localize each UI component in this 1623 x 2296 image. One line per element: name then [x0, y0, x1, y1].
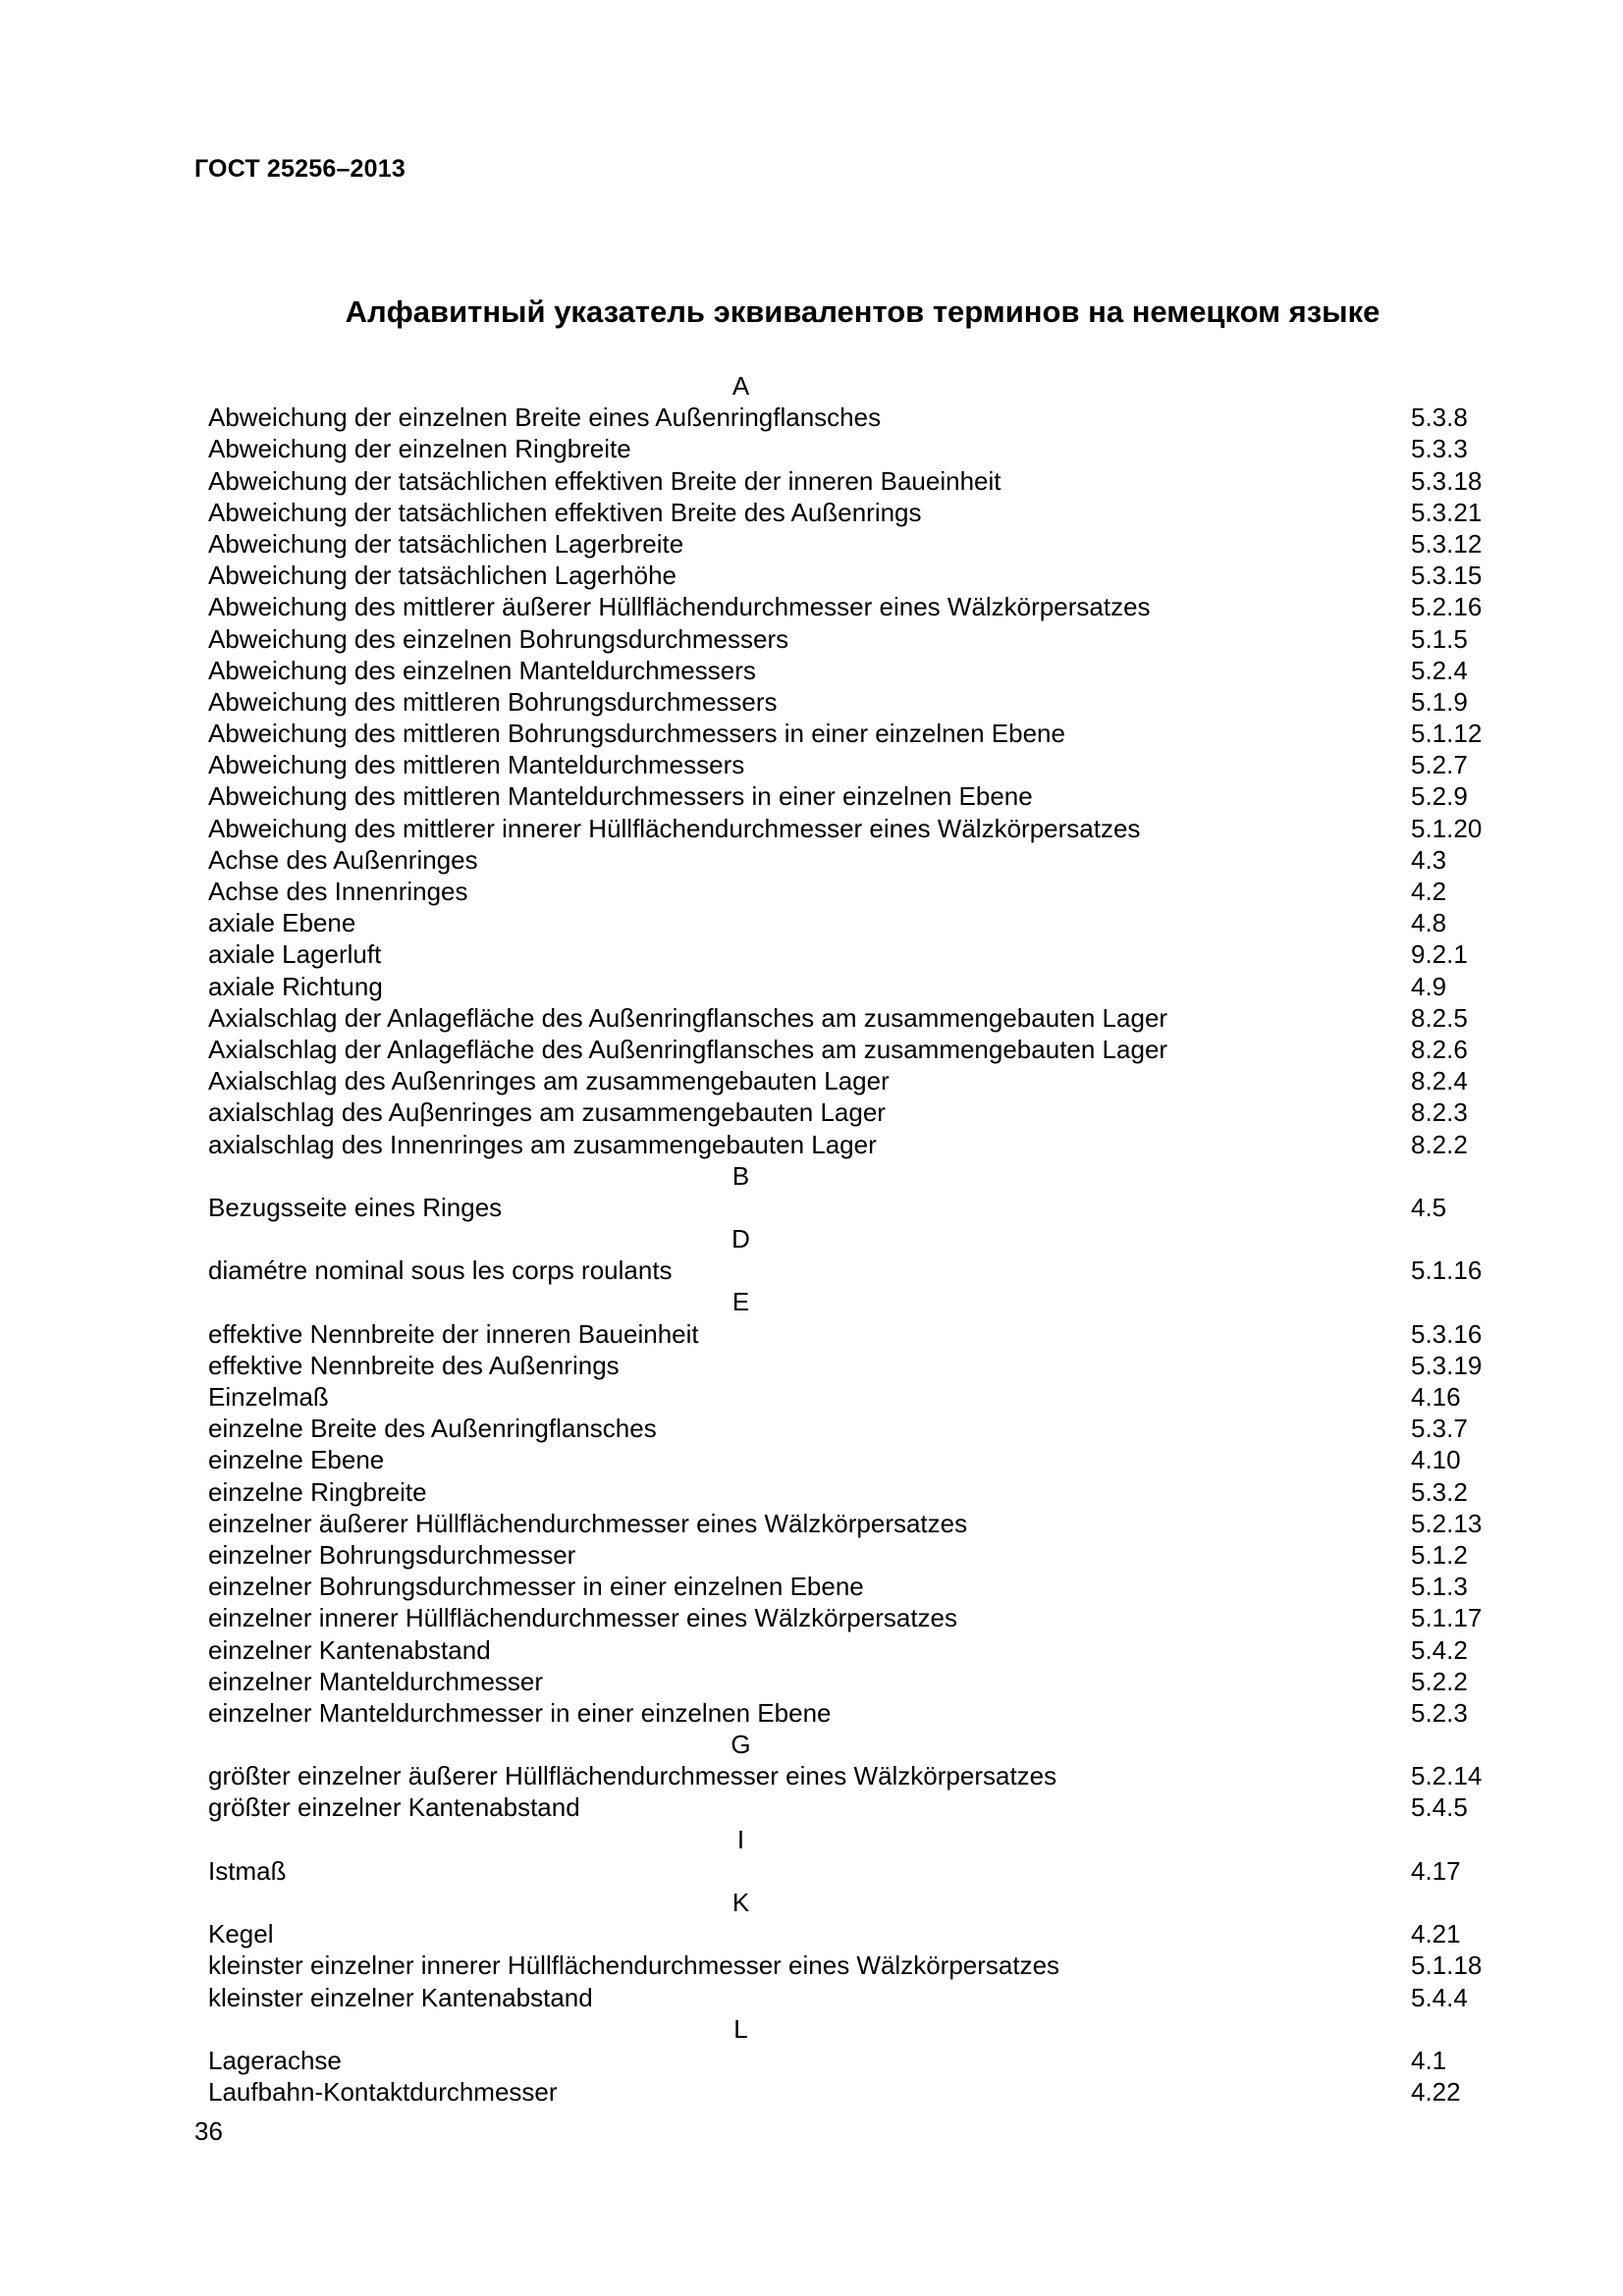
- entry-reference: 5.2.9: [1411, 781, 1468, 812]
- index-entry: [208, 1129, 1504, 1160]
- entry-reference: 4.8: [1411, 908, 1447, 938]
- index-entry: [208, 497, 1504, 528]
- index-entry: [208, 813, 1504, 844]
- index-entry: [208, 2076, 1504, 2108]
- index-entry: [208, 560, 1504, 591]
- entry-term: größter einzelner Kantenabstand: [208, 1792, 580, 1823]
- entry-reference: 5.1.18: [1411, 1950, 1483, 1981]
- index-entry: [208, 749, 1504, 780]
- entry-reference: 5.3.19: [1411, 1350, 1483, 1380]
- index-entry: [208, 1002, 1504, 1034]
- entry-term: Kegel: [208, 1919, 274, 1949]
- entry-term: kleinster einzelner Kantenabstand: [208, 1982, 593, 2012]
- entry-reference: 5.3.15: [1411, 561, 1483, 591]
- entry-term: Abweichung des mittlerer innerer Hüllflächendurchmesser eines Wälzkörpersatzes: [208, 813, 1141, 843]
- index-entry: [208, 591, 1504, 622]
- entry-reference: 5.1.12: [1411, 719, 1483, 749]
- index-entry: [208, 1476, 1504, 1508]
- entry-term: diamétre nominal sous les corps roulants: [208, 1255, 673, 1286]
- entry-reference: 4.21: [1411, 1919, 1461, 1949]
- entry-term: axiale Lagerluft: [208, 939, 382, 970]
- index-entry: [208, 1855, 1504, 1887]
- entry-term: Abweichung des einzelnen Manteldurchmessers: [208, 655, 756, 685]
- entry-term: Abweichung der einzelnen Breite eines Außenringflansches: [208, 402, 882, 433]
- entry-reference: 8.2.4: [1411, 1066, 1468, 1096]
- page-number: 36: [194, 2116, 223, 2146]
- index-entry: [208, 1381, 1504, 1413]
- entry-reference: 4.5: [1411, 1192, 1447, 1222]
- entry-term: Axialschlag der Anlagefläche des Außenringflansches am zusammengebauten Lager: [208, 1034, 1168, 1064]
- section-letter: D: [731, 1224, 750, 1255]
- index-entry: [208, 1413, 1504, 1444]
- index-entry: [208, 1697, 1504, 1729]
- index-entry: [208, 623, 1504, 655]
- entry-reference: 4.10: [1411, 1445, 1461, 1475]
- entry-term: Axialschlag des Außenringes am zusammengebauten Lager: [208, 1066, 890, 1096]
- entry-reference: 8.2.3: [1411, 1097, 1468, 1128]
- entry-term: Einzelmaß: [208, 1382, 329, 1412]
- index-entry: [208, 433, 1504, 464]
- entry-term: Abweichung der tatsächlichen Lagerbreite: [208, 528, 684, 559]
- entry-reference: 5.3.8: [1411, 402, 1468, 433]
- entry-reference: 5.3.21: [1411, 497, 1483, 527]
- entry-reference: 8.2.6: [1411, 1034, 1468, 1064]
- index-entry: [208, 1666, 1504, 1697]
- entry-term: Abweichung des mittleren Bohrungsdurchmessers: [208, 686, 778, 717]
- entry-reference: 4.17: [1411, 1855, 1461, 1886]
- entry-reference: 5.2.3: [1411, 1697, 1468, 1728]
- entry-reference: 5.3.18: [1411, 465, 1483, 496]
- entry-term: Abweichung der tatsächlichen effektiven Breite der inneren Baueinheit: [208, 465, 1001, 496]
- index-entry: [208, 1350, 1504, 1381]
- index-entry: [208, 1065, 1504, 1096]
- entry-reference: 5.3.3: [1411, 434, 1468, 464]
- entry-term: einzelner innerer Hüllflächendurchmesser eines Wälzkörpersatzes: [208, 1603, 958, 1633]
- entry-term: Istmaß: [208, 1855, 287, 1886]
- index-entry: [208, 1508, 1504, 1539]
- entry-term: einzelner Manteldurchmesser in einer einzelnen Ebene: [208, 1697, 832, 1728]
- entry-reference: 5.1.17: [1411, 1603, 1483, 1633]
- index-entry: [208, 1949, 1504, 1981]
- index-entry: [208, 1982, 1504, 2013]
- entry-term: effektive Nennbreite der inneren Baueinheit: [208, 1318, 699, 1349]
- entry-reference: 5.3.2: [1411, 1476, 1468, 1507]
- entry-reference: 5.3.12: [1411, 528, 1483, 559]
- entry-term: einzelner Kantenabstand: [208, 1634, 491, 1665]
- index-entry: [208, 1192, 1504, 1223]
- index-entry: [208, 938, 1504, 970]
- entry-term: axialschlag des Auβenringes am zusammengebauten Lager: [208, 1097, 886, 1128]
- index-entry: [208, 1034, 1504, 1065]
- entry-reference: 4.9: [1411, 971, 1447, 1001]
- entry-reference: 5.1.3: [1411, 1572, 1468, 1602]
- entry-reference: 5.1.9: [1411, 686, 1468, 717]
- index-entry: [208, 1444, 1504, 1475]
- entry-term: Abweichung des mittleren Bohrungsdurchmessers in einer einzelnen Ebene: [208, 719, 1065, 749]
- alphabetical-index: [208, 370, 1504, 2108]
- section-letter: B: [731, 1160, 750, 1191]
- entry-term: Bezugsseite eines Ringes: [208, 1192, 503, 1222]
- index-entry: [208, 1318, 1504, 1350]
- section-letter: L: [733, 2013, 748, 2044]
- entry-term: Laufbahn-Kontaktdurchmesser: [208, 2077, 558, 2108]
- entry-term: einzelner Manteldurchmesser: [208, 1666, 544, 1696]
- entry-term: Achse des Außenringes: [208, 844, 478, 875]
- entry-reference: 5.4.5: [1411, 1792, 1468, 1823]
- page-title-text: Алфавитный указатель эквивалентов терминов на немецком языке: [345, 294, 1380, 329]
- entry-reference: 5.1.20: [1411, 813, 1483, 843]
- entry-reference: 5.1.5: [1411, 623, 1468, 654]
- entry-term: axialschlag des Innenringes am zusammengebauten Lager: [208, 1129, 877, 1159]
- entry-term: Abweichung der tatsächlichen Lagerhöhe: [208, 561, 677, 591]
- entry-reference: 5.2.7: [1411, 750, 1468, 780]
- entry-term: Abweichung der einzelnen Ringbreite: [208, 434, 631, 464]
- entry-reference: 5.2.2: [1411, 1666, 1468, 1696]
- index-entry: [208, 1539, 1504, 1571]
- entry-reference: 5.1.16: [1411, 1255, 1483, 1286]
- entry-reference: 5.4.2: [1411, 1634, 1468, 1665]
- index-entry: [208, 1918, 1504, 1949]
- index-entry: [208, 401, 1504, 433]
- entry-reference: 5.2.14: [1411, 1761, 1483, 1791]
- index-entry: [208, 1096, 1504, 1128]
- index-entry: [208, 655, 1504, 686]
- entry-term: einzelner äußerer Hüllflächendurchmesser eines Wälzkörpersatzes: [208, 1508, 968, 1538]
- index-entry: [208, 1791, 1504, 1823]
- entry-term: Abweichung des mittleren Manteldurchmessers in einer einzelnen Ebene: [208, 781, 1033, 812]
- index-entry: [208, 1571, 1504, 1602]
- section-letter: E: [731, 1287, 750, 1317]
- entry-reference: 4.16: [1411, 1382, 1461, 1412]
- index-entry: [208, 1634, 1504, 1666]
- index-entry: [208, 465, 1504, 497]
- section-letter: G: [730, 1730, 751, 1760]
- entry-term: einzelne Ringbreite: [208, 1476, 427, 1507]
- entry-term: Abweichung des mittleren Manteldurchmessers: [208, 750, 745, 780]
- entry-reference: 5.3.7: [1411, 1414, 1468, 1444]
- entry-term: einzelner Bohrungsdurchmesser in einer einzelnen Ebene: [208, 1572, 864, 1602]
- entry-reference: 8.2.5: [1411, 1002, 1468, 1033]
- entry-reference: 5.2.16: [1411, 592, 1483, 622]
- entry-term: einzelne Breite des Außenringflansches: [208, 1414, 657, 1444]
- index-entry: [208, 1760, 1504, 1791]
- entry-reference: 8.2.2: [1411, 1129, 1468, 1159]
- section-letter: K: [731, 1888, 750, 1917]
- index-entry: [208, 718, 1504, 749]
- entry-term: einzelne Ebene: [208, 1445, 385, 1475]
- entry-reference: 4.3: [1411, 844, 1447, 875]
- index-entry: [208, 844, 1504, 876]
- section-letter: A: [731, 371, 750, 400]
- index-entry: [208, 907, 1504, 938]
- entry-term: axiale Ebene: [208, 908, 356, 938]
- index-entry: [208, 1602, 1504, 1633]
- entry-term: Abweichung des mittlerer äußerer Hüllflächendurchmesser eines Wälzkörpersatzes: [208, 592, 1151, 622]
- entry-reference: 5.2.4: [1411, 655, 1468, 685]
- entry-term: größter einzelner äußerer Hüllflächendurchmesser eines Wälzkörpersatzes: [208, 1761, 1057, 1791]
- entry-term: kleinster einzelner innerer Hüllflächendurchmesser eines Wälzkörpersatzes: [208, 1950, 1060, 1981]
- entry-term: Abweichung des einzelnen Bohrungsdurchmessers: [208, 623, 789, 654]
- entry-reference: 4.1: [1411, 2045, 1447, 2075]
- index-entry: [208, 971, 1504, 1002]
- index-entry: [208, 876, 1504, 907]
- entry-term: Achse des Innenringes: [208, 877, 468, 906]
- index-entry: [208, 528, 1504, 560]
- entry-term: Lagerachse: [208, 2045, 342, 2075]
- section-letter: I: [736, 1824, 745, 1854]
- entry-reference: 4.2: [1411, 877, 1447, 906]
- index-entry: [208, 2045, 1504, 2076]
- entry-reference: 5.1.2: [1411, 1539, 1468, 1570]
- index-entry: [208, 686, 1504, 718]
- page-title: [0, 294, 1623, 330]
- entry-reference: 5.4.4: [1411, 1982, 1468, 2012]
- index-entry: [208, 780, 1504, 812]
- entry-reference: 4.22: [1411, 2077, 1461, 2108]
- document-code: ГОСТ 25256–2013: [194, 155, 406, 183]
- entry-term: axiale Richtung: [208, 971, 383, 1001]
- entry-term: Axialschlag der Anlagefläche des Außenringflansches am zusammengebauten Lager: [208, 1002, 1168, 1033]
- entry-term: Abweichung der tatsächlichen effektiven Breite des Außenrings: [208, 497, 922, 527]
- entry-reference: 5.2.13: [1411, 1508, 1483, 1538]
- entry-reference: 5.3.16: [1411, 1318, 1483, 1349]
- entry-term: einzelner Bohrungsdurchmesser: [208, 1539, 576, 1570]
- entry-reference: 9.2.1: [1411, 939, 1468, 970]
- entry-term: effektive Nennbreite des Außenrings: [208, 1350, 620, 1380]
- index-entry: [208, 1255, 1504, 1286]
